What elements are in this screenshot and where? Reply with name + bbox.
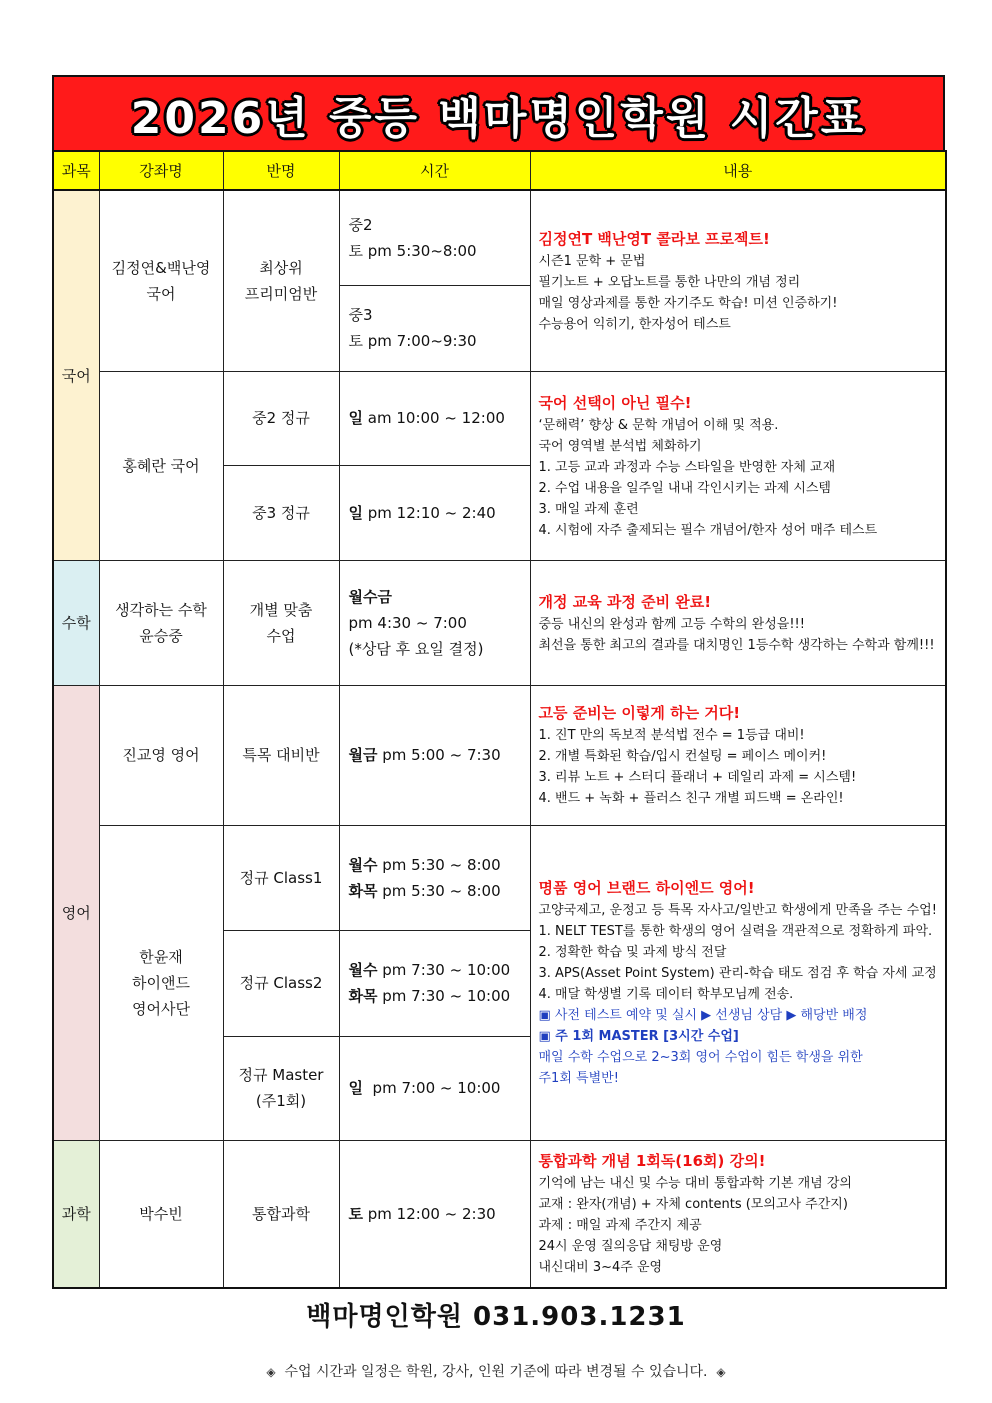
course-name-line: 윤승중 bbox=[139, 626, 183, 645]
diamond-icon: ◈ bbox=[716, 1365, 726, 1379]
class-science: 통합과학 bbox=[223, 1140, 339, 1288]
class-name-line: 개별 맞춤 bbox=[249, 600, 313, 619]
day-label: 월수 bbox=[348, 855, 378, 874]
content-line: 시즌1 문학 + 문법 bbox=[538, 253, 646, 269]
subject-english: 영어 bbox=[53, 685, 99, 1140]
content-line: ‘문해력’ 향상 & 문학 개념어 이해 및 적용. bbox=[538, 417, 779, 433]
class-name-line: 수업 bbox=[266, 626, 296, 645]
content-line: 2. 수업 내용을 일주일 내내 각인시키는 과제 시스템 bbox=[538, 480, 831, 496]
page-title: 2026년 중등 백마명인학원 시간표 bbox=[130, 92, 867, 144]
class-name-line: 프리미엄반 bbox=[244, 284, 318, 303]
schedule-notice bbox=[0, 1361, 992, 1381]
content-kim bbox=[530, 190, 946, 371]
content-headline: 고등 준비는 이렇게 하는 거다! bbox=[538, 704, 741, 722]
subject-math: 수학 bbox=[53, 560, 99, 685]
header-time: 시간 bbox=[339, 151, 530, 190]
day-label: 일 bbox=[348, 1079, 363, 1097]
process-steps-line: ▣ 사전 테스트 예약 및 실시 ▶ 선생님 상담 ▶ 해당반 배정 bbox=[538, 1008, 868, 1023]
table-row bbox=[53, 1140, 946, 1288]
day-label: 화목 bbox=[348, 987, 378, 1005]
master-desc-line: 주1회 특별반! bbox=[538, 1071, 619, 1086]
content-headline: 통합과학 개념 1회독(16회) 강의! bbox=[538, 1152, 766, 1171]
class-kim bbox=[223, 190, 339, 371]
course-math bbox=[99, 560, 223, 685]
course-kim bbox=[99, 190, 223, 371]
table-row bbox=[53, 371, 946, 465]
header-row bbox=[53, 151, 946, 190]
time-value: 토 pm 7:00~9:30 bbox=[348, 332, 477, 350]
time-value: pm 7:00 ~ 10:00 bbox=[372, 1079, 501, 1097]
content-math bbox=[530, 560, 946, 685]
content-line: 중등 내신의 완성과 함께 고등 수학의 완성을!!! bbox=[538, 616, 805, 632]
class-cell: 정규 Class1 bbox=[223, 825, 339, 930]
schedule-table bbox=[52, 150, 947, 1289]
table-row bbox=[53, 190, 946, 285]
content-line: 매일 영상과제를 통한 자기주도 학습! 미션 인증하기! bbox=[538, 295, 838, 311]
class-math bbox=[223, 560, 339, 685]
content-line: 4. 밴드 + 녹화 + 플러스 친구 개별 피드백 = 온라인! bbox=[538, 791, 844, 806]
time-value: pm 7:30 ~ 10:00 bbox=[382, 961, 511, 979]
subject-science: 과학 bbox=[53, 1140, 99, 1288]
day-label: 일 bbox=[348, 409, 363, 427]
content-line: 2. 개별 특화된 학습/입시 컨설팅 = 페이스 메이커! bbox=[538, 749, 827, 764]
master-class-line: ▣ 주 1회 MASTER [3시간 수업] bbox=[538, 1029, 739, 1044]
grade-label: 중2 bbox=[348, 215, 373, 234]
time-value: pm 5:00 ~ 7:30 bbox=[382, 746, 501, 764]
diamond-icon: ◈ bbox=[266, 1365, 276, 1379]
table-row bbox=[53, 560, 946, 685]
time-note: (*상담 후 요일 결정) bbox=[348, 639, 484, 658]
time-cell bbox=[339, 190, 530, 285]
course-hong: 홍혜란 국어 bbox=[99, 371, 223, 560]
time-value: pm 12:10 ~ 2:40 bbox=[367, 503, 496, 522]
class-cell: 중2 정규 bbox=[223, 371, 339, 465]
class-name-line: (주1회) bbox=[255, 1092, 307, 1110]
day-label: 화목 bbox=[348, 881, 378, 900]
title-banner bbox=[52, 75, 945, 150]
course-name-line: 국어 bbox=[146, 284, 176, 303]
class-cell: 정규 Class2 bbox=[223, 930, 339, 1036]
time-cell bbox=[339, 1140, 530, 1288]
content-line: 4. 매달 학생별 기록 데이터 학부모님께 전송. bbox=[538, 987, 794, 1002]
time-cell bbox=[339, 560, 530, 685]
content-line: 필기노트 + 오답노트를 통한 나만의 개념 정리 bbox=[538, 274, 801, 290]
content-line: 3. 매일 과제 훈련 bbox=[538, 501, 639, 517]
day-label: 월금 bbox=[348, 746, 378, 764]
content-line: 1. 진T 만의 독보적 분석법 전수 = 1등급 대비! bbox=[538, 728, 805, 743]
content-line: 24시 운영 질의응답 채팅방 운영 bbox=[538, 1239, 723, 1255]
content-han bbox=[530, 825, 946, 1140]
subject-korean: 국어 bbox=[53, 190, 99, 560]
course-name-line: 생각하는 수학 bbox=[115, 600, 207, 619]
class-name-line: 최상위 bbox=[259, 258, 303, 277]
content-jin bbox=[530, 685, 946, 825]
day-label: 월수금 bbox=[348, 587, 392, 606]
time-value: 토 pm 5:30~8:00 bbox=[348, 241, 477, 260]
header-class: 반명 bbox=[223, 151, 339, 190]
content-headline: 김정연T 백난영T 콜라보 프로젝트! bbox=[538, 229, 770, 248]
course-name-line: 하이앤드 bbox=[132, 973, 190, 992]
time-value: pm 4:30 ~ 7:00 bbox=[348, 613, 467, 632]
content-line: 3. APS(Asset Point System) 관리-학습 태도 점검 후 학습 자세 교정 bbox=[538, 966, 937, 981]
time-value: pm 5:30 ~ 8:00 bbox=[382, 881, 501, 900]
content-line: 1. NELT TEST를 통한 학생의 영어 실력을 객관적으로 정확하게 파악. bbox=[538, 924, 933, 939]
time-cell bbox=[339, 825, 530, 930]
day-label: 일 bbox=[348, 503, 363, 522]
header-course: 강좌명 bbox=[99, 151, 223, 190]
content-science bbox=[530, 1140, 946, 1288]
content-line: 3. 리뷰 노트 + 스터디 플래너 + 데일리 과제 = 시스템! bbox=[538, 770, 857, 785]
content-line: 수능용어 익히기, 한자성어 테스트 bbox=[538, 316, 731, 332]
table-row bbox=[53, 825, 946, 930]
time-cell bbox=[339, 685, 530, 825]
day-label: 토 bbox=[348, 1204, 363, 1223]
content-line: 과제 : 매일 과제 주간지 제공 bbox=[538, 1218, 702, 1234]
class-name-line: 정규 Master bbox=[238, 1066, 324, 1084]
notice-text: 수업 시간과 일정은 학원, 강사, 인원 기준에 따라 변경될 수 있습니다. bbox=[284, 1364, 708, 1380]
time-value: am 10:00 ~ 12:00 bbox=[367, 409, 505, 427]
course-han bbox=[99, 825, 223, 1140]
academy-name-phone: 백마명인학원 031.903.1231 bbox=[306, 1302, 686, 1332]
master-desc-line: 매일 수학 수업으로 2~3회 영어 수업이 힘든 학생을 위한 bbox=[538, 1050, 863, 1065]
time-value: pm 5:30 ~ 8:00 bbox=[382, 855, 501, 874]
class-jin: 특목 대비반 bbox=[223, 685, 339, 825]
grade-label: 중3 bbox=[348, 306, 373, 324]
course-name-line: 김정연&백난영 bbox=[111, 258, 211, 277]
content-line: 4. 시험에 자주 출제되는 필수 개념어/한자 성어 매주 테스트 bbox=[538, 522, 878, 538]
content-headline: 국어 선택이 아닌 필수! bbox=[538, 393, 692, 412]
content-headline: 개정 교육 과정 준비 완료! bbox=[538, 592, 712, 611]
time-cell bbox=[339, 285, 530, 371]
content-headline: 명품 영어 브랜드 하이엔드 영어! bbox=[538, 879, 755, 897]
time-cell bbox=[339, 465, 530, 560]
timetable-sheet bbox=[52, 75, 945, 1289]
course-jin: 진교영 영어 bbox=[99, 685, 223, 825]
content-line: 기억에 남는 내신 및 수능 대비 통합과학 기본 개념 강의 bbox=[538, 1176, 852, 1192]
time-cell bbox=[339, 930, 530, 1036]
content-line: 2. 정확한 학습 및 과제 방식 전달 bbox=[538, 945, 727, 960]
header-subject: 과목 bbox=[53, 151, 99, 190]
course-name-line: 영어사단 bbox=[132, 999, 190, 1018]
course-name-line: 한윤재 bbox=[139, 947, 183, 966]
time-cell bbox=[339, 371, 530, 465]
content-line: 내신대비 3~4주 운영 bbox=[538, 1260, 663, 1276]
content-line: 교재 : 완자(개념) + 자체 contents (모의고사 주간지) bbox=[538, 1197, 848, 1213]
header-content: 내용 bbox=[530, 151, 946, 190]
content-line: 1. 고등 교과 과정과 수능 스타일을 반영한 자체 교재 bbox=[538, 459, 836, 475]
course-science: 박수빈 bbox=[99, 1140, 223, 1288]
content-line: 고양국제고, 운정고 등 특목 자사고/일반고 학생에게 만족을 주는 수업! bbox=[538, 903, 937, 918]
table-row bbox=[53, 685, 946, 825]
content-hong bbox=[530, 371, 946, 560]
content-line: 국어 영역별 분석법 체화하기 bbox=[538, 438, 702, 454]
class-cell bbox=[223, 1036, 339, 1140]
time-value: pm 7:30 ~ 10:00 bbox=[382, 987, 511, 1005]
time-cell bbox=[339, 1036, 530, 1140]
class-cell: 중3 정규 bbox=[223, 465, 339, 560]
content-line: 최선을 통한 최고의 결과를 대치명인 1등수학 생각하는 수학과 함께!!! bbox=[538, 637, 935, 653]
day-label: 월수 bbox=[348, 961, 378, 979]
time-value: pm 12:00 ~ 2:30 bbox=[367, 1204, 496, 1223]
